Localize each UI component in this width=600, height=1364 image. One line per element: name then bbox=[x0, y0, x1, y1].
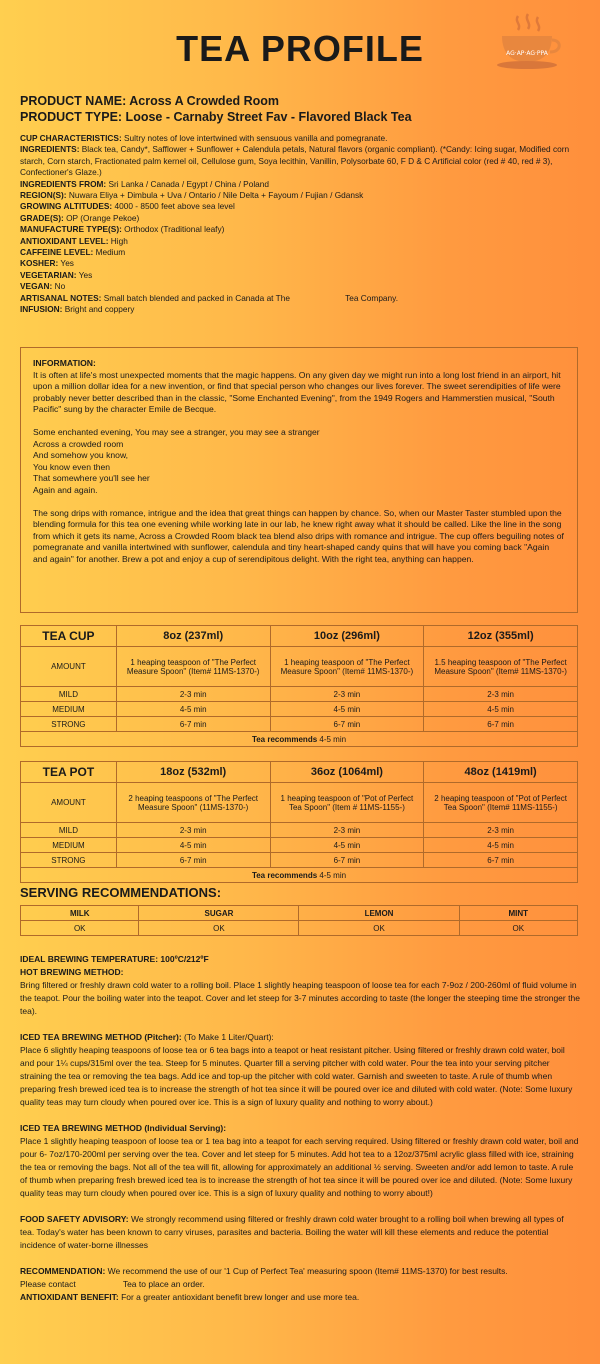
lyric-line: And somehow you know, bbox=[33, 450, 129, 461]
attr-cup-characteristics: CUP CHARACTERISTICS: Sultry notes of love intertwined with sensuous vanilla and pomegranate. bbox=[20, 133, 388, 143]
table-cell: 1 heaping teaspoon of "Pot of Perfect Tea Spoon" (Item # 11MS-1155-) bbox=[270, 783, 424, 823]
attr-growing-altitudes: GROWING ALTITUDES: 4000 - 8500 feet above sea level bbox=[20, 201, 235, 212]
table-cell: OK bbox=[459, 921, 577, 936]
table-cell: 2-3 min bbox=[270, 687, 424, 702]
product-name: PRODUCT NAME: Across A Crowded Room bbox=[20, 94, 280, 108]
page-title: TEA PROFILE bbox=[176, 28, 424, 69]
attr-antioxidant-level: ANTIOXIDANT LEVEL: High bbox=[20, 235, 128, 246]
table-cell: MILD bbox=[21, 823, 117, 838]
table-header-row bbox=[21, 626, 578, 647]
table-cell: 4-5 min bbox=[116, 838, 270, 853]
table-cell: 2-3 min bbox=[424, 823, 578, 838]
table-cell: 4-5 min bbox=[270, 838, 424, 853]
table-cell: MILD bbox=[21, 687, 117, 702]
table-row bbox=[21, 717, 578, 732]
table-cell: 1 heaping teaspoon of "The Perfect Measure Spoon" (Item# 11MS-1370-) bbox=[116, 647, 270, 687]
table-cell: 4-5 min bbox=[270, 702, 424, 717]
table-header: 8oz (237ml) bbox=[116, 626, 270, 647]
attr-manufacture-type: MANUFACTURE TYPE(S): Orthodox (Traditional leafy) bbox=[20, 224, 225, 235]
table-cell: OK bbox=[139, 921, 299, 936]
attr-artisanal-notes: ARTISANAL NOTES: Small batch blended and packed in Canada at The Tea Company. bbox=[20, 292, 398, 303]
table-cell: 2 heaping teaspoons of "The Perfect Measure Spoon" (11MS-1370-) bbox=[116, 783, 270, 823]
lyric-line: Again and again. bbox=[33, 484, 98, 495]
attr-caffeine-level: CAFFEINE LEVEL: Medium bbox=[20, 247, 126, 258]
table-cell: STRONG bbox=[21, 717, 117, 732]
table-row bbox=[21, 647, 578, 687]
iced-pitcher-text: Place 6 slightly heaping teaspoons of loose tea or 6 tea bags into a teapot or heat resistant pitcher. Using filtered or freshly drawn cold water, boil and pour 1¼ cups/315ml over the tea. Steep for 5 minutes. Quarter fill a serving pitcher with cold water. Pour the tea into your serving pitcher straining the tea or removing the tea bags. Add ice and top-up the pitcher with cold water. Garnish and sweeten to taste. A rule of thumb when preparing fresh brewed iced tea is to increase the strength of hot tea since it will be poured over ice and diluted with cold water. (Note: Some luxury quality teas may turn cloudy when poured over ice. This is a sign of luxury quality and nothing to worry about.) bbox=[20, 1045, 573, 1107]
lyric-line: That somewhere you'll see her bbox=[33, 473, 150, 484]
table-cell: 4-5 min bbox=[424, 702, 578, 717]
tea-recommends-cell: Tea recommends 4-5 min bbox=[21, 732, 578, 747]
table-cell: 6-7 min bbox=[116, 853, 270, 868]
table-row bbox=[21, 838, 578, 853]
table-cell: 4-5 min bbox=[424, 838, 578, 853]
table-row bbox=[21, 687, 578, 702]
lyric-line: Across a crowded room bbox=[33, 438, 124, 449]
table-cell: OK bbox=[21, 921, 139, 936]
table-header: 12oz (355ml) bbox=[424, 626, 578, 647]
tea-pot-table bbox=[20, 761, 578, 883]
information-heading: INFORMATION: bbox=[33, 358, 96, 368]
tea-cup-table bbox=[20, 625, 578, 747]
table-row bbox=[21, 702, 578, 717]
table-header-row bbox=[21, 762, 578, 783]
serving-table bbox=[20, 905, 578, 936]
information-paragraph-2: The song drips with romance, intrigue and the idea that great things can happen by chance. So, when our Master Taster stumbled upon the blending formula for this tea one evening while working late in our lab, he knew right away what it should be called. Like the line in the song from which it gets its name, Across a Crowded Room black tea blend also drips with romance and intrigue. The cup offers beguiling notes of pomegranate and vanilla intertwined with sunflower, calendula and tiny heart-shaped candy quins that will have you coming back "Again and again" for another. Brew a pot and enjoy a cup of serendipitous delight. With the right tea, anything can happen. bbox=[33, 507, 564, 564]
iced-pitcher-heading: ICED TEA BREWING METHOD (Pitcher): (To Make 1 Liter/Quart): bbox=[20, 1032, 274, 1042]
table-cell: 6-7 min bbox=[270, 717, 424, 732]
table-cell: 6-7 min bbox=[270, 853, 424, 868]
table-header: LEMON bbox=[299, 906, 459, 921]
table-row bbox=[21, 921, 578, 936]
food-safety: FOOD SAFETY ADVISORY: We strongly recommend using filtered or freshly drawn cold water brought to a rolling boil when brewing all types of tea. Today's water has been known to carry viruses, parasites and bacteria. Boiling the water will kill these elements and reduce the potential incidence of water-borne illnesses bbox=[20, 1214, 564, 1250]
table-row bbox=[21, 783, 578, 823]
hot-brewing-heading: HOT BREWING METHOD: bbox=[20, 967, 124, 977]
table-cell: 6-7 min bbox=[424, 853, 578, 868]
attr-kosher: KOSHER: Yes bbox=[20, 258, 74, 269]
tea-cup-logo bbox=[488, 10, 566, 82]
table-header: TEA POT bbox=[21, 762, 117, 783]
table-cell: AMOUNT bbox=[21, 647, 117, 687]
table-header: 48oz (1419ml) bbox=[424, 762, 578, 783]
attr-vegan: VEGAN: No bbox=[20, 281, 66, 292]
lyric-line: Some enchanted evening, You may see a stranger, you may see a stranger bbox=[33, 426, 320, 437]
product-type: PRODUCT TYPE: Loose - Carnaby Street Fav - Flavored Black Tea bbox=[20, 110, 412, 124]
table-header: 36oz (1064ml) bbox=[270, 762, 424, 783]
table-cell: MEDIUM bbox=[21, 838, 117, 853]
serving-heading: SERVING RECOMMENDATIONS: bbox=[20, 885, 222, 900]
antioxidant-benefit: ANTIOXIDANT BENEFIT: For a greater antioxidant benefit brew longer and use more tea. bbox=[20, 1292, 360, 1302]
attr-infusion: INFUSION: Bright and coppery bbox=[20, 304, 135, 315]
tea-recommends-cell: Tea recommends 4-5 min bbox=[21, 868, 578, 883]
table-cell: 6-7 min bbox=[424, 717, 578, 732]
table-cell: STRONG bbox=[21, 853, 117, 868]
contact-line: Please contact Tea to place an order. bbox=[20, 1279, 205, 1289]
table-cell: 2-3 min bbox=[270, 823, 424, 838]
lyric-line: You know even then bbox=[33, 461, 111, 472]
attr-regions: REGION(S): Nuwara Eliya + Dimbula + Uva / Ontario / Nile Delta + Fayoum / Fujian / Gdansk bbox=[20, 190, 364, 201]
table-row bbox=[21, 823, 578, 838]
table-cell: 4-5 min bbox=[116, 702, 270, 717]
table-cell: OK bbox=[299, 921, 459, 936]
table-cell: MEDIUM bbox=[21, 702, 117, 717]
lyrics-block bbox=[33, 427, 565, 497]
table-row bbox=[21, 868, 578, 883]
table-row bbox=[21, 732, 578, 747]
hot-brewing-text: Bring filtered or freshly drawn cold water to a rolling boil. Place 1 slightly heaping teaspoon of loose tea for each 7-9oz / 200-260ml of fluid volume in the teapot. Pour the boiling water into the teapot. Cover and let steep for 3-7 minutes according to taste (the longer the steeping time the stronger the tea). bbox=[20, 980, 580, 1016]
svg-text:AG·AP·AG·PPA: AG·AP·AG·PPA bbox=[506, 50, 548, 57]
table-cell: 2 heaping teaspoon of "Pot of Perfect Tea Spoon" (Item# 11MS-1155-) bbox=[424, 783, 578, 823]
attr-ingredients: INGREDIENTS: Black tea, Candy*, Safflower + Sunflower + Calendula petals, Natural flavors (organic compliant). (*Candy: Icing sugar, Modified corn starch, Corn starch, Fractionated palm kernel oil, Cellulose gum, Soya lecithin, Vanillin, Polysorbate 60, F D & C Artificial color (red # 40, red # 3), Confectioner's Glaze.) bbox=[20, 144, 570, 178]
attribute-list bbox=[20, 133, 580, 316]
table-header: MINT bbox=[459, 906, 577, 921]
table-header: 18oz (532ml) bbox=[116, 762, 270, 783]
table-cell: 6-7 min bbox=[116, 717, 270, 732]
table-header: TEA CUP bbox=[21, 626, 117, 647]
iced-individual-text: Place 1 slightly heaping teaspoon of loose tea or 1 tea bag into a teapot for each serving required. Using filtered or freshly drawn cold water, boil and pour 6- 7oz/170-200ml per serving over the tea. Cover and let steep for 5 minutes. Add hot tea to a 12oz/375ml acrylic glass filled with ice, straining the tea or removing the bags. Not all of the tea will fit, allowing for approximately an additional ½ serving. Sweeten and/or add lemon to taste. A rule of thumb when preparing fresh brewed iced tea is to increase the strength of hot tea since it will be poured over ice and diluted. (Note: Some luxury quality teas may turn cloudy when poured over ice. This is a sign of luxury quality and nothing to worry about!) bbox=[20, 1136, 579, 1198]
table-header: SUGAR bbox=[139, 906, 299, 921]
attr-ingredients-from: INGREDIENTS FROM: Sri Lanka / Canada / Egypt / China / Poland bbox=[20, 178, 270, 189]
table-cell: 2-3 min bbox=[424, 687, 578, 702]
table-cell: 2-3 min bbox=[116, 687, 270, 702]
table-cell: 1.5 heaping teaspoon of "The Perfect Measure Spoon" (Item# 11MS-1370-) bbox=[424, 647, 578, 687]
recommendation: RECOMMENDATION: We recommend the use of our '1 Cup of Perfect Tea' measuring spoon (Item# 11MS-1370) for best results. bbox=[20, 1266, 508, 1276]
table-header: MILK bbox=[21, 906, 139, 921]
table-cell: AMOUNT bbox=[21, 783, 117, 823]
iced-individual-heading: ICED TEA BREWING METHOD (Individual Serving): bbox=[20, 1123, 227, 1133]
brewing-section bbox=[20, 953, 580, 1304]
information-paragraph-1: It is often at life's most unexpected moments that the magic happens. On any given day we might run into a long lost friend in an airport, hit upon a million dollar idea for a new invention, or find that special person who changes our lives forever. The sweet serendipities of life were probably never better described than in the classic, "Some Enchanted Evening", from the 1949 Rogers and Hammerstien musical, "South Pacific" sung by the character Emile de Becque. bbox=[33, 369, 561, 415]
attr-grade: GRADE(S): OP (Orange Pekoe) bbox=[20, 212, 140, 223]
table-cell: 2-3 min bbox=[116, 823, 270, 838]
table-row bbox=[21, 853, 578, 868]
ideal-temperature: IDEAL BREWING TEMPERATURE: 100ºC/212ºF bbox=[20, 954, 209, 964]
information-box bbox=[20, 347, 578, 613]
table-header: 10oz (296ml) bbox=[270, 626, 424, 647]
table-cell: 1 heaping teaspoon of "The Perfect Measure Spoon" (Item# 11MS-1370-) bbox=[270, 647, 424, 687]
table-header-row bbox=[21, 906, 578, 921]
attr-vegetarian: VEGETARIAN: Yes bbox=[20, 269, 93, 280]
